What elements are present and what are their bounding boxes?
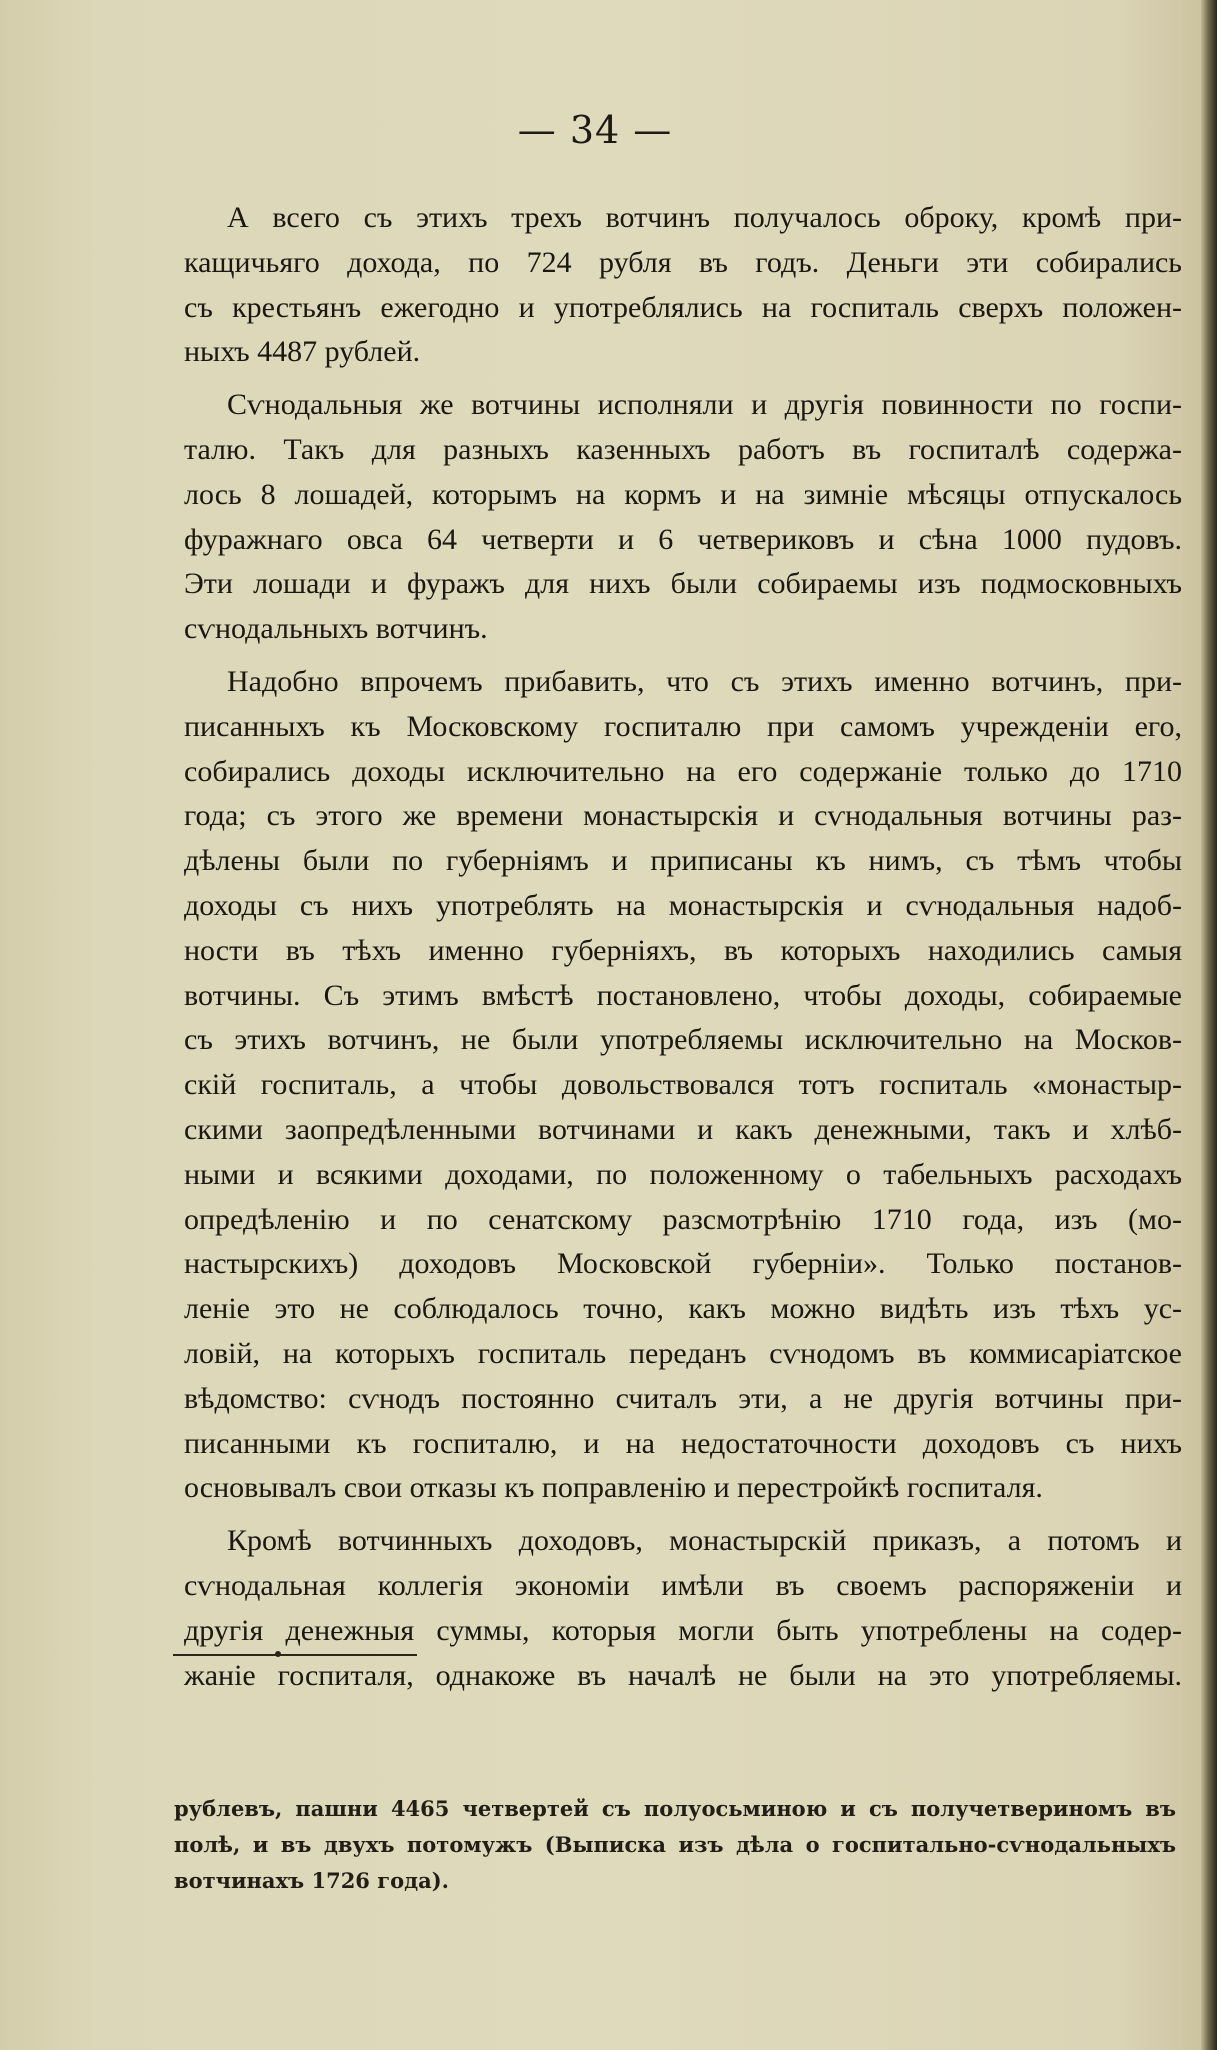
text-line: съ этихъ вотчинъ, не были употребляемы исключительно на Москов-: [184, 1023, 1182, 1057]
text-line: фуражнаго овса 64 четверти и 6 четвериковъ и сѣна 1000 пудовъ.: [184, 522, 1182, 556]
text-line: вѣдомство: сѵнодъ постоянно считалъ эти, а не другія вотчины при-: [184, 1381, 1182, 1415]
main-text: [184, 196, 1182, 1698]
footnote-line: вотчинахъ 1726 года).: [174, 1868, 449, 1893]
footnote-marker: [275, 1651, 281, 1657]
text-line: кащичьяго дохода, по 724 рубля въ годъ. Деньги эти собирались: [184, 245, 1182, 279]
text-line: лось 8 лошадей, которымъ на кормъ и на зимніе мѣсяцы отпускалось: [184, 477, 1182, 511]
text-line: съ крестьянъ ежегодно и употреблялись на госпиталь сверхъ положен-: [184, 290, 1182, 324]
text-line: настырскихъ) доходовъ Московской губерніи». Только постанов-: [184, 1247, 1182, 1281]
text-line: собирались доходы исключительно на его содержаніе только до 1710: [184, 754, 1182, 788]
paragraph: [184, 196, 1182, 375]
text-line: леніе это не соблюдалось точно, какъ можно видѣть изъ тѣхъ ус-: [184, 1292, 1182, 1326]
page-edge: [1201, 0, 1217, 2050]
page-number: — 34 —: [517, 108, 673, 152]
footnote-line: полѣ, и въ двухъ потомужъ (Выписка изъ дѣла о госпитально-сѵнодальныхъ: [174, 1832, 1176, 1857]
text-line: дѣлены были по губерніямъ и приписаны къ нимъ, съ тѣмъ чтобы: [184, 844, 1182, 878]
text-line: сѵнодальныхъ вотчинъ.: [184, 612, 488, 646]
text-line: скій госпиталь, а чтобы довольствовался тотъ госпиталь «монастыр-: [184, 1068, 1182, 1102]
text-line: ловій, на которыхъ госпиталь переданъ сѵнодомъ въ коммисаріатское: [184, 1336, 1182, 1370]
text-line: скими заопредѣленными вотчинами и какъ денежными, такъ и хлѣб-: [184, 1112, 1182, 1146]
text-line: ными и всякими доходами, по положенному о табельныхъ расходахъ: [184, 1157, 1182, 1191]
text-line: года; съ этого же времени монастырскія и сѵнодальныя вотчины раз-: [184, 799, 1182, 833]
text-line: сѵнодальная коллегія экономіи имѣли въ своемъ распоряженіи и: [184, 1568, 1182, 1602]
text-line: другія денежныя суммы, которыя могли быть употреблены на содер-: [184, 1613, 1182, 1647]
text-line: талю. Такъ для разныхъ казенныхъ работъ въ госпиталѣ содержа-: [184, 432, 1182, 466]
text-line: писанными къ госпиталю, и на недостаточности доходовъ съ нихъ: [184, 1426, 1182, 1460]
footnote: [174, 1791, 1176, 1899]
text-line: основывалъ свои отказы къ поправленію и перестройкѣ госпиталя.: [184, 1471, 1043, 1505]
text-line: вотчины. Съ этимъ вмѣстѣ постановлено, чтобы доходы, собираемые: [184, 978, 1182, 1012]
text-line: ности въ тѣхъ именно губерніяхъ, въ которыхъ находились самыя: [184, 933, 1182, 967]
text-line: Кромѣ вотчинныхъ доходовъ, монастырскій приказъ, а потомъ и: [227, 1524, 1182, 1558]
text-line: Сѵнодальныя же вотчины исполняли и другія повинности по госпи-: [227, 388, 1182, 422]
text-line: А всего съ этихъ трехъ вотчинъ получалось оброку, кромѣ при-: [227, 201, 1182, 234]
footnote-line: рублевъ, пашни 4465 четвертей съ полуосьминою и съ получетвериномъ въ: [174, 1796, 1176, 1821]
text-line: Эти лошади и фуражъ для нихъ были собираемы изъ подмосковныхъ: [184, 567, 1182, 601]
text-line: писанныхъ къ Московскому госпиталю при самомъ учрежденіи его,: [184, 709, 1182, 743]
footnote-divider: [173, 1654, 417, 1656]
paragraph: [184, 660, 1182, 1511]
text-line: Надобно впрочемъ прибавить, что съ этихъ именно вотчинъ, при-: [227, 664, 1182, 698]
paragraph: [184, 383, 1182, 652]
paragraph: [184, 1519, 1182, 1698]
text-line: ныхъ 4487 рублей.: [184, 335, 421, 369]
text-line: жаніе госпиталя, однакоже въ началѣ не были на это употребляемы.: [184, 1658, 1182, 1692]
text-line: опредѣленію и по сенатскому разсмотрѣнію 1710 года, изъ (мо-: [184, 1202, 1182, 1236]
text-line: доходы съ нихъ употреблять на монастырскія и сѵнодальныя надоб-: [184, 888, 1182, 922]
